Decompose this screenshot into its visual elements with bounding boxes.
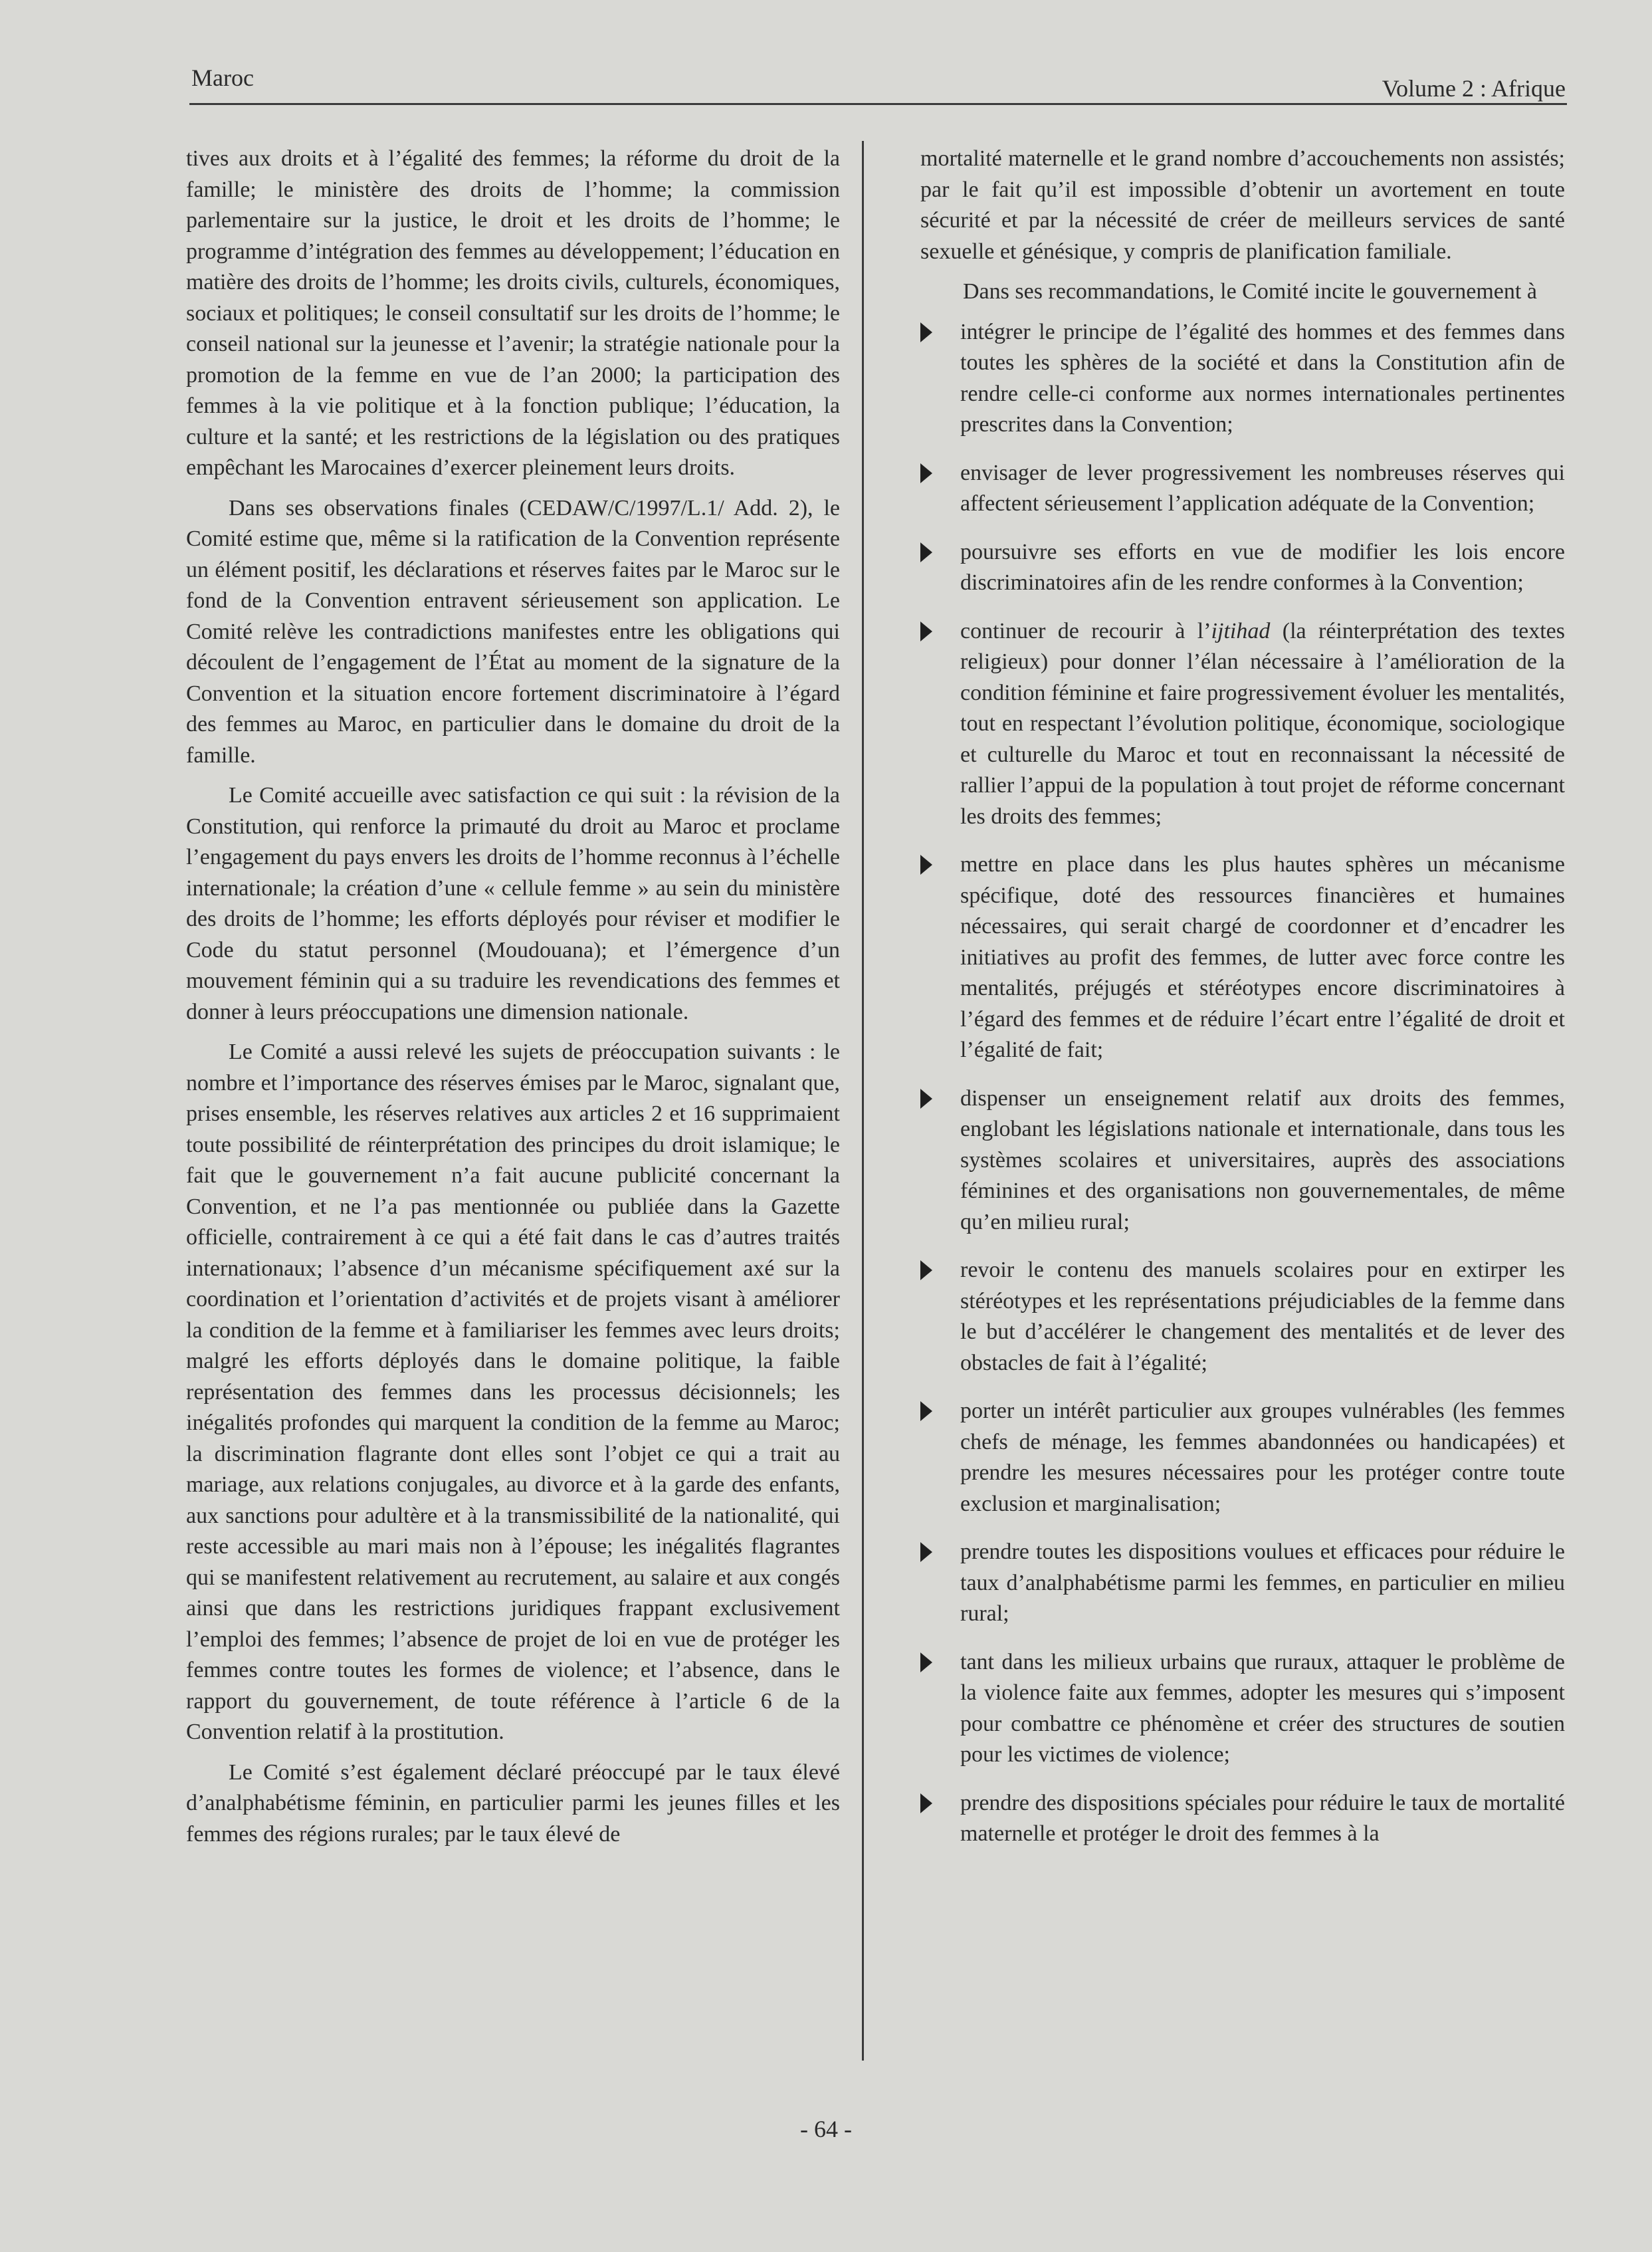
list-item xyxy=(920,1255,1565,1379)
recommendations-list xyxy=(920,317,1565,1850)
list-item xyxy=(920,1083,1565,1238)
triangle-bullet-icon xyxy=(920,1652,932,1672)
list-item-text: poursuivre ses efforts en vue de modifier les lois encore discriminatoires afin de les rendre conformes à la Convention; xyxy=(960,539,1565,595)
page-number: - 64 - xyxy=(800,2116,852,2142)
list-item xyxy=(920,1396,1565,1520)
italic-term: ijtihad xyxy=(1211,618,1271,643)
list-item xyxy=(920,458,1565,520)
list-item xyxy=(920,1647,1565,1771)
triangle-bullet-icon xyxy=(920,1260,932,1280)
triangle-bullet-icon xyxy=(920,463,932,483)
triangle-bullet-icon xyxy=(920,855,932,875)
triangle-bullet-icon xyxy=(920,1793,932,1813)
list-item xyxy=(920,317,1565,441)
triangle-bullet-icon xyxy=(920,542,932,562)
list-item-text-part: (la réinterprétation des textes religieux) pour donner l’élan nécessaire à l’amélioration de la condition féminine et faire progressivement évoluer les mentalités, tout en respectant l’évolution politique, économique, sociologique et culturelle du Maroc et tout en reconnaissant la nécessité de rallier l’appui de la population à tout projet de réforme concernant les droits des femmes; xyxy=(960,618,1565,829)
list-item-text: envisager de lever progressivement les nombreuses réserves qui affectent sérieusement l’application adéquate de la Convention; xyxy=(960,460,1565,516)
running-header-country: Maroc xyxy=(191,64,254,91)
paragraph: Le Comité a aussi relevé les sujets de préoccupation suivants : le nombre et l’importance des réserves émises par le Maroc, signalant que, prises ensemble, les réserves relatives aux articles 2 et 16 supprimaient toute possibilité de réinterprétation des principes du droit islamique; le fait que le gouvernement n’a fait aucune publicité concernant la Convention, et ne l’a pas mentionnée ou publiée dans la Gazette officielle, contrairement à ce qui a été fait dans le cas d’autres traités internationaux; l’absence d’un mécanisme spécifiquement axé sur la coordination et l’orientation d’activités et de projets visant à améliorer la condition de la femme et à familiariser les femmes avec leurs droits; malgré les efforts déployés dans le domaine politique, la faible représentation des femmes dans les processus décisionnels; les inégalités profondes qui marquent la condition de la femme au Maroc; la discrimination flagrante dont elles sont l’objet ce qui a trait au mariage, aux relations conjugales, au divorce et à la garde des enfants, aux sanctions pour adultère et à la transmissibilité de la nationalité, qui reste accessible au mari mais non à l’épouse; les inégalités flagrantes qui se manifestent relativement au recrutement, au salaire et aux congés ainsi que dans les restrictions juridiques frappant exclusivement l’emploi des femmes; l’absence de projet de loi en vue de protéger les femmes contre toutes les formes de violence; et l’absence, dans le rapport du gouvernement, de toute référence à l’article 6 de la Convention relatif à la prostitution. xyxy=(186,1040,840,1744)
right-column xyxy=(920,144,1565,1867)
list-item-text: tant dans les milieux urbains que ruraux, attaquer le problème de la violence faite aux femmes, adopter les mesures qui s’imposent pour combattre ce phénomène et créer des structures de soutien pour les victimes de violence; xyxy=(960,1649,1565,1767)
paragraph: Le Comité s’est également déclaré préoccupé par le taux élevé d’analphabétisme féminin, en particulier parmi les jeunes filles et les femmes des régions rurales; par le taux élevé de xyxy=(186,1759,840,1847)
column-divider xyxy=(862,141,864,2061)
running-header-volume: Volume 2 : Afrique xyxy=(1382,75,1566,102)
list-item-text: prendre toutes les dispositions voulues et efficaces pour réduire le taux d’analphabétisme parmi les femmes, en particulier en milieu rural; xyxy=(960,1539,1565,1626)
paragraph: mortalité maternelle et le grand nombre d’accouchements non assistés; par le fait qu’il est impossible d’obtenir un avortement en toute sécurité et par la nécessité de créer de meilleurs services de santé sexuelle et génésique, y compris de planification familiale. xyxy=(920,146,1565,264)
paragraph: Le Comité accueille avec satisfaction ce qui suit : la révision de la Constitution, qui renforce la primauté du droit au Maroc et proclame l’engagement du pays envers les droits de l’homme reconnus à l’échelle internationale; la création d’une « cellule femme » au sein du ministère des droits de l’homme; les efforts déployés pour réviser et modifier le Code du statut personnel (Moudouana); et l’émergence d’un mouvement féminin qui a su traduire les revendications des femmes et donner à leurs préoccupations une dimension nationale. xyxy=(186,783,840,1024)
triangle-bullet-icon xyxy=(920,1542,932,1562)
list-item-text-part: continuer de recourir à l’ xyxy=(960,618,1211,643)
header-divider xyxy=(189,103,1567,105)
list-item-text: dispenser un enseignement relatif aux droits des femmes, englobant les législations nationale et internationale, dans tous les systèmes scolaires et universitaires, auprès des associations féminines et des organisations non gouvernementales, de même qu’en milieu rural; xyxy=(960,1085,1565,1234)
triangle-bullet-icon xyxy=(920,1089,932,1109)
list-item xyxy=(920,1788,1565,1850)
list-item xyxy=(920,1537,1565,1630)
list-item-text: prendre des dispositions spéciales pour réduire le taux de mortalité maternelle et protéger le droit des femmes à la xyxy=(960,1790,1565,1846)
list-item xyxy=(920,537,1565,599)
paragraph: Dans ses recommandations, le Comité incite le gouvernement à xyxy=(963,279,1537,304)
triangle-bullet-icon xyxy=(920,1401,932,1421)
list-item-text: intégrer le principe de l’égalité des hommes et des femmes dans toutes les sphères de la société et dans la Constitution afin de rendre celle-ci conforme aux normes internationales pertinentes prescrites dans la Convention; xyxy=(960,319,1565,437)
list-item xyxy=(920,849,1565,1066)
paragraph: tives aux droits et à l’égalité des femmes; la réforme du droit de la famille; le ministère des droits de l’homme; la commission parlementaire sur la justice, le droit et les droits de l’homme; le programme d’intégration des femmes au développement; l’éducation en matière des droits de l’homme; les droits civils, culturels, économiques, sociaux et politiques; le conseil consultatif sur les droits de l’homme; le conseil national sur la jeunesse et l’avenir; la stratégie nationale pour la promotion de la femme en vue de l’an 2000; la participation des femmes à la vie politique et à la fonction publique; l’éducation, la culture et la santé; et les restrictions de la législation ou des pratiques empêchant les Marocaines d’exercer pleinement leurs droits. xyxy=(186,146,840,480)
list-item-text: porter un intérêt particulier aux groupes vulnérables (les femmes chefs de ménage, les femmes abandonnées ou handicapées) et prendre les mesures nécessaires pour les protéger contre toute exclusion et marginalisation; xyxy=(960,1399,1565,1516)
list-item-text xyxy=(960,619,1565,829)
list-item xyxy=(920,616,1565,833)
triangle-bullet-icon xyxy=(920,621,932,641)
left-column xyxy=(186,144,840,1859)
paragraph: Dans ses observations finales (CEDAW/C/1997/L.1/ Add. 2), le Comité estime que, même si la ratification de la Convention représente un élément positif, les déclarations et réserves faites par le Maroc sur le fond de la Convention entravent sérieusement son application. Le Comité relève les contradictions manifestes entre les obligations qui découlent de l’engagement de l’État au moment de la signature de la Convention et la situation encore fortement discriminatoire à l’égard des femmes au Maroc, en particulier dans le domaine du droit de la famille. xyxy=(186,495,840,768)
triangle-bullet-icon xyxy=(920,322,932,342)
list-item-text: revoir le contenu des manuels scolaires pour en extirper les stéréotypes et les représentations préjudiciables de la femme dans le but d’accélérer le changement des mentalités et de lever des obstacles de fait à l’égalité; xyxy=(960,1258,1565,1375)
list-item-text: mettre en place dans les plus hautes sphères un mécanisme spécifique, doté des ressources financières et humaines nécessaires, qui serait chargé de coordonner et d’encadrer les initiatives au profit des femmes, de lutter avec force contre les mentalités, préjugés et stéréotypes encore discriminatoires à l’égard des femmes et de réduire l’écart entre l’égalité de droit et l’égalité de fait; xyxy=(960,852,1565,1062)
